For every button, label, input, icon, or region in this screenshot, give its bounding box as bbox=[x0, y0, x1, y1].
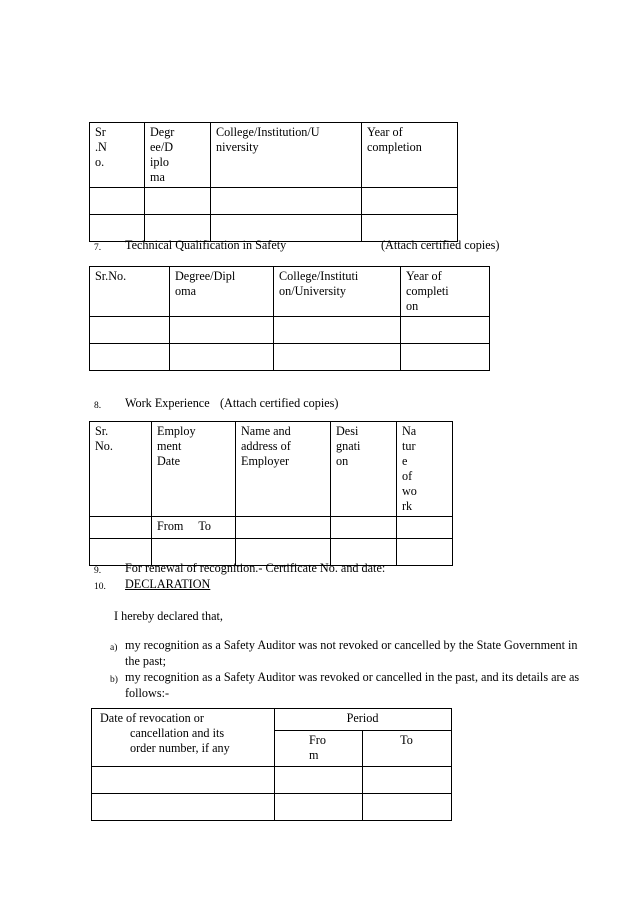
declaration-title: DECLARATION bbox=[125, 577, 211, 591]
header-revocation-date bbox=[92, 709, 275, 767]
section-9-text: For renewal of recognition.- Certificate No. and date: bbox=[125, 561, 386, 575]
technical-qualification-table bbox=[89, 266, 490, 371]
header-nature-of-work bbox=[397, 422, 453, 517]
section-8-note: (Attach certified copies) bbox=[220, 396, 339, 410]
work-experience-table bbox=[89, 421, 453, 566]
section-9-number: 9. bbox=[94, 566, 102, 576]
header-degree bbox=[145, 123, 211, 188]
header-sr-no-text: Sr .N o. bbox=[95, 125, 107, 169]
section-8-number: 8. bbox=[94, 401, 102, 411]
item-b-text: my recognition as a Safety Auditor was revoked or cancelled in the past, and its details are as follows:- bbox=[125, 670, 580, 700]
from-to-cell bbox=[152, 517, 236, 539]
section-7-number: 7. bbox=[94, 243, 102, 253]
item-a-text: my recognition as a Safety Auditor was not revoked or cancelled by the State Government in the past; bbox=[125, 638, 578, 668]
table-row bbox=[92, 767, 452, 794]
header-sr-no bbox=[90, 422, 152, 517]
header-degree bbox=[170, 267, 274, 317]
header-degree-text: Degr ee/D iplo ma bbox=[150, 125, 175, 184]
header-college bbox=[274, 267, 401, 317]
header-employment-date bbox=[152, 422, 236, 517]
table-row bbox=[90, 188, 458, 215]
header-from bbox=[275, 731, 363, 767]
item-b-marker: b) bbox=[110, 675, 118, 685]
table-row bbox=[90, 344, 490, 371]
header-college-text: College/Institution/U niversity bbox=[216, 125, 320, 154]
header-from-text: Fro m bbox=[309, 733, 326, 762]
header-employment-date-text: Employ ment Date bbox=[157, 424, 196, 468]
header-sr-no bbox=[90, 123, 145, 188]
header-college bbox=[211, 123, 362, 188]
header-employer-text: Name and address of Employer bbox=[241, 424, 291, 468]
header-year bbox=[362, 123, 458, 188]
header-designation-text: Desi gnati on bbox=[336, 424, 361, 468]
section-8-title: Work Experience bbox=[125, 396, 210, 410]
header-year-text: Year of completion bbox=[367, 125, 422, 154]
table-row bbox=[90, 517, 453, 539]
header-designation bbox=[331, 422, 397, 517]
header-sr-no-text: Sr. No. bbox=[95, 424, 113, 453]
header-college-text: College/Instituti on/University bbox=[279, 269, 359, 298]
section-10-number: 10. bbox=[94, 582, 106, 592]
header-to-text: To bbox=[400, 733, 413, 747]
header-degree-text: Degree/Dipl oma bbox=[175, 269, 236, 298]
section-7-note: (Attach certified copies) bbox=[381, 238, 500, 252]
header-sr-no bbox=[90, 267, 170, 317]
header-to bbox=[363, 731, 452, 767]
header-period bbox=[275, 709, 452, 731]
to-label: To bbox=[198, 519, 211, 533]
header-employer bbox=[236, 422, 331, 517]
header-revocation-date-text: Date of revocation or cancellation and its order number, if any bbox=[100, 711, 230, 755]
table-row bbox=[92, 794, 452, 821]
header-sr-no-text: Sr.No. bbox=[95, 269, 127, 283]
from-label: From bbox=[157, 519, 184, 533]
header-year-text: Year of completi on bbox=[406, 269, 449, 313]
header-year bbox=[401, 267, 490, 317]
declaration-intro: I hereby declared that, bbox=[114, 609, 223, 623]
qualification-table-top bbox=[89, 122, 458, 242]
header-period-text: Period bbox=[346, 711, 379, 725]
revocation-table bbox=[91, 708, 452, 821]
section-7-title: Technical Qualification in Safety bbox=[125, 238, 287, 252]
item-a-marker: a) bbox=[110, 643, 118, 653]
header-nature-of-work-text: Na tur e of wo rk bbox=[402, 424, 417, 513]
table-row bbox=[90, 317, 490, 344]
